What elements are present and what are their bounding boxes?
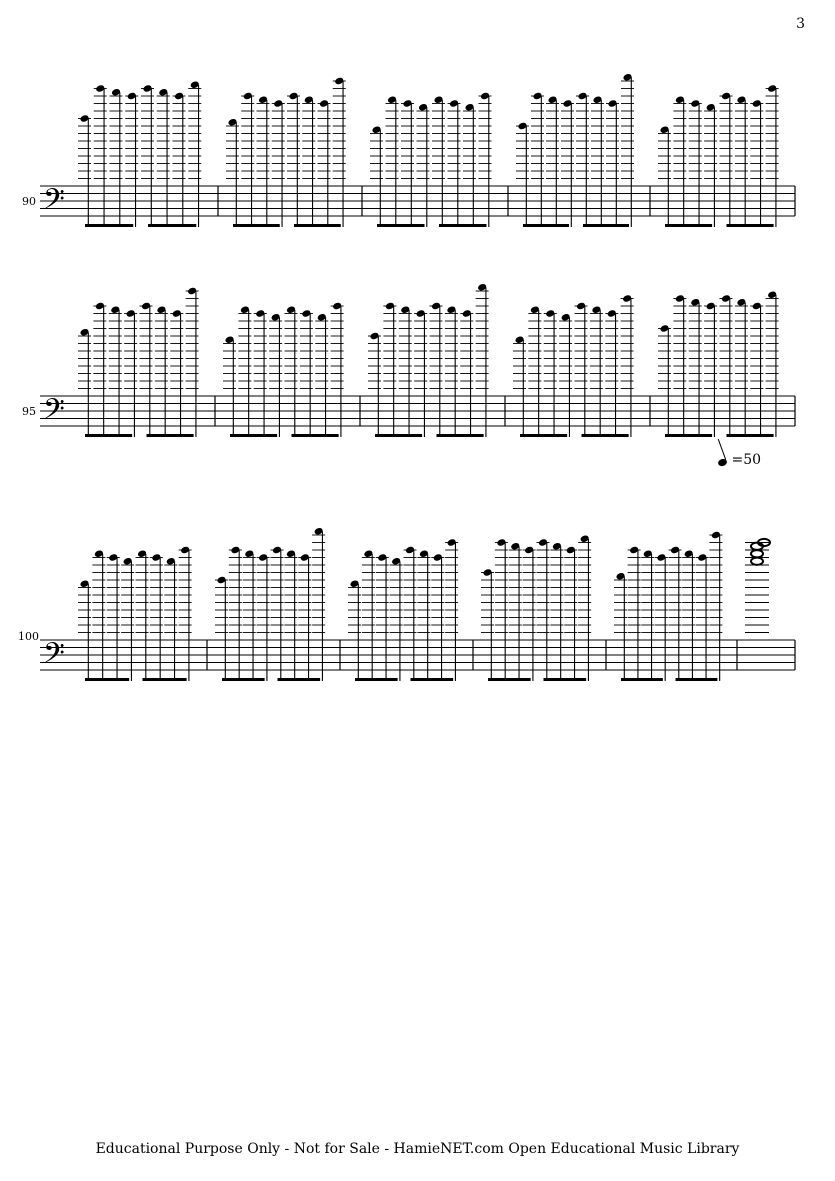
- bass-clef-icon: 𝄢: [43, 393, 65, 433]
- beam: [222, 678, 265, 681]
- beam: [143, 678, 187, 681]
- beam: [520, 434, 567, 437]
- footer-text: Educational Purpose Only - Not for Sale - HamieNET.com Open Educational Music Library: [95, 1141, 740, 1157]
- bass-clef-icon: 𝄢: [43, 183, 65, 223]
- measure-number: 90: [22, 195, 36, 208]
- beam: [411, 678, 454, 681]
- beam: [544, 678, 587, 681]
- beam: [233, 224, 280, 227]
- bass-clef-icon: 𝄢: [43, 637, 65, 677]
- beam: [523, 224, 569, 227]
- beam: [665, 434, 712, 437]
- measure-number: 95: [22, 405, 36, 418]
- tempo-equals: =: [731, 452, 744, 468]
- whole-note: [751, 558, 763, 565]
- beam: [488, 678, 531, 681]
- beam: [727, 434, 774, 437]
- beam: [437, 434, 484, 437]
- beam: [278, 678, 321, 681]
- beam: [727, 224, 774, 227]
- beam: [294, 224, 341, 227]
- beam: [85, 434, 132, 437]
- tempo-bpm: 50: [743, 452, 762, 468]
- beam: [665, 224, 712, 227]
- beam: [621, 678, 663, 681]
- beam: [676, 678, 718, 681]
- beam: [292, 434, 339, 437]
- beam: [583, 224, 629, 227]
- beam: [85, 224, 133, 227]
- page-number: 3: [796, 16, 805, 32]
- beam: [147, 434, 194, 437]
- beam: [375, 434, 422, 437]
- beam: [355, 678, 398, 681]
- beam: [148, 224, 196, 227]
- beam: [230, 434, 277, 437]
- beam: [439, 224, 487, 227]
- beam: [377, 224, 425, 227]
- beam: [582, 434, 629, 437]
- whole-note: [751, 550, 763, 557]
- measure-number: 100: [18, 630, 39, 643]
- beam: [85, 678, 129, 681]
